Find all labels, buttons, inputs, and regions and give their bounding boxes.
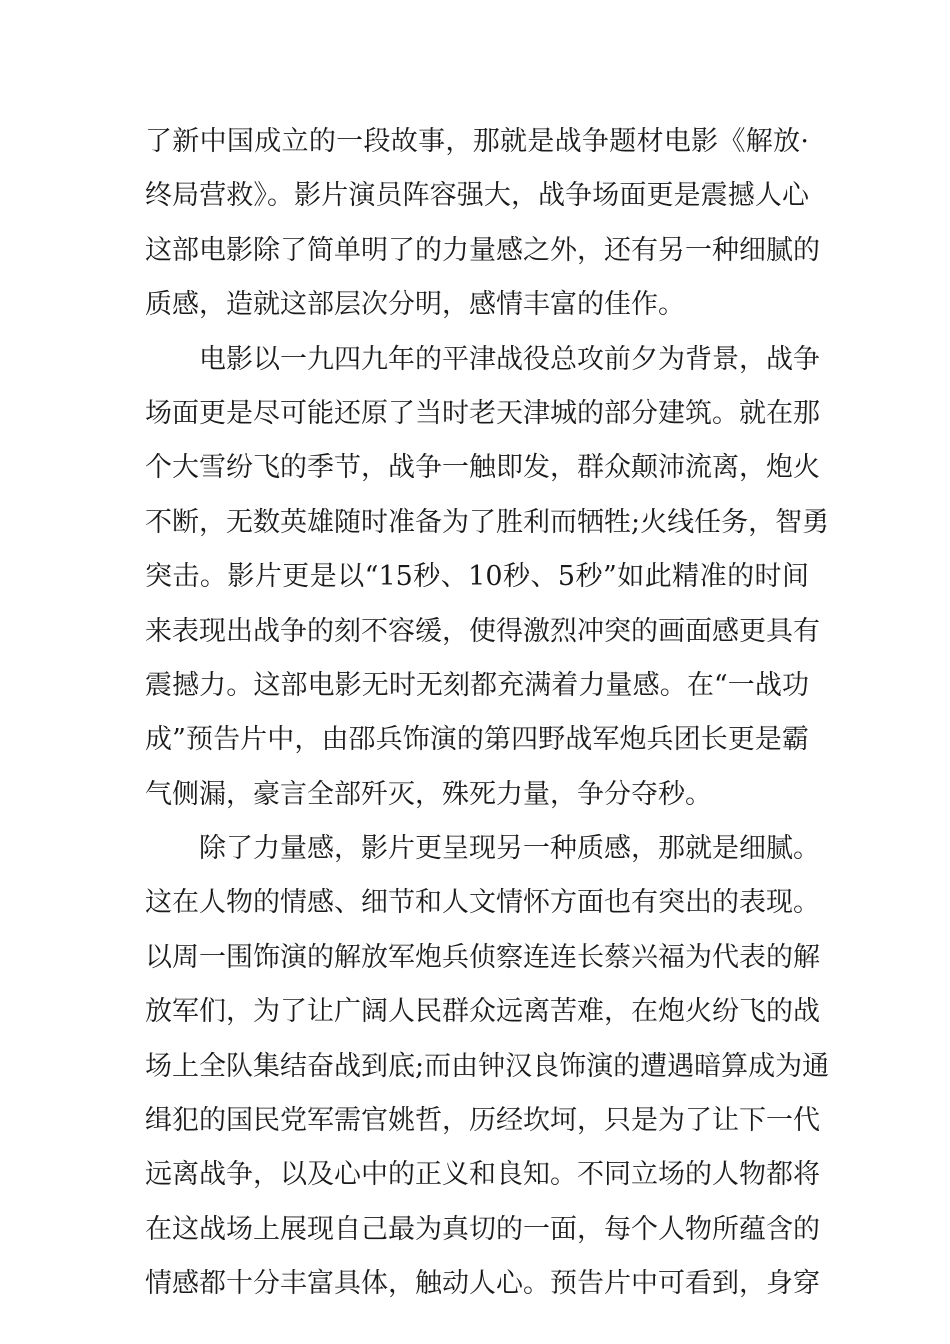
text-line: 终局营救》。影片演员阵容强大，战争场面更是震撼人心 (145, 180, 809, 212)
text-line: 来表现出战争的刻不容缓，使得激烈冲突的画面感更具有 (145, 615, 820, 647)
paragraph-2 (145, 333, 830, 823)
text-line: 在这战场上展现自己最为真切的一面，每个人物所蕴含的 (145, 1213, 820, 1245)
text-line: 场上全队集结奋战到底;而由钟汉良饰演的遭遇暗算成为通 (145, 1050, 830, 1082)
text-line: 场面更是尽可能还原了当时老天津城的部分建筑。就在那 (145, 397, 820, 429)
text-line: 突击。影片更是以“15秒、10秒、5秒”如此精准的时间 (145, 561, 809, 593)
paragraph-1 (145, 115, 820, 333)
text-line: 放军们，为了让广阔人民群众远离苦难，在炮火纷飞的战 (145, 996, 820, 1028)
article-body (145, 115, 830, 1312)
text-line: 气侧漏，豪言全部歼灭，殊死力量，争分夺秒。 (145, 778, 712, 810)
text-line: 了新中国成立的一段故事，那就是战争题材电影《解放· (145, 126, 809, 157)
text-line: 这在人物的情感、细节和人文情怀方面也有突出的表现。 (145, 887, 820, 919)
text-line: 不断，无数英雄随时准备为了胜利而牺牲;火线任务，智勇 (145, 506, 830, 538)
text-line: 除了力量感，影片更呈现另一种质感，那就是细腻。 (199, 833, 820, 865)
text-line: 质感，造就这部层次分明，感情丰富的佳作。 (145, 289, 685, 321)
text-line: 成”预告片中，由邵兵饰演的第四野战军炮兵团长更是霸 (145, 724, 809, 756)
text-line: 震撼力。这部电影无时无刻都充满着力量感。在“一战功 (145, 669, 809, 701)
paragraph-3 (145, 822, 830, 1312)
text-line: 个大雪纷飞的季节，战争一触即发，群众颠沛流离，炮火 (145, 452, 820, 484)
text-line: 情感都十分丰富具体，触动人心。预告片中可看到，身穿 (145, 1268, 820, 1300)
text-line: 电影以一九四九年的平津战役总攻前夕为背景，战争 (199, 343, 820, 375)
text-line: 远离战争，以及心中的正义和良知。不同立场的人物都将 (145, 1159, 820, 1191)
text-line: 这部电影除了简单明了的力量感之外，还有另一种细腻的 (145, 234, 820, 266)
text-line: 缉犯的国民党军需官姚哲，历经坎坷，只是为了让下一代 (145, 1105, 820, 1137)
text-line: 以周一围饰演的解放军炮兵侦察连连长蔡兴福为代表的解 (145, 941, 820, 973)
